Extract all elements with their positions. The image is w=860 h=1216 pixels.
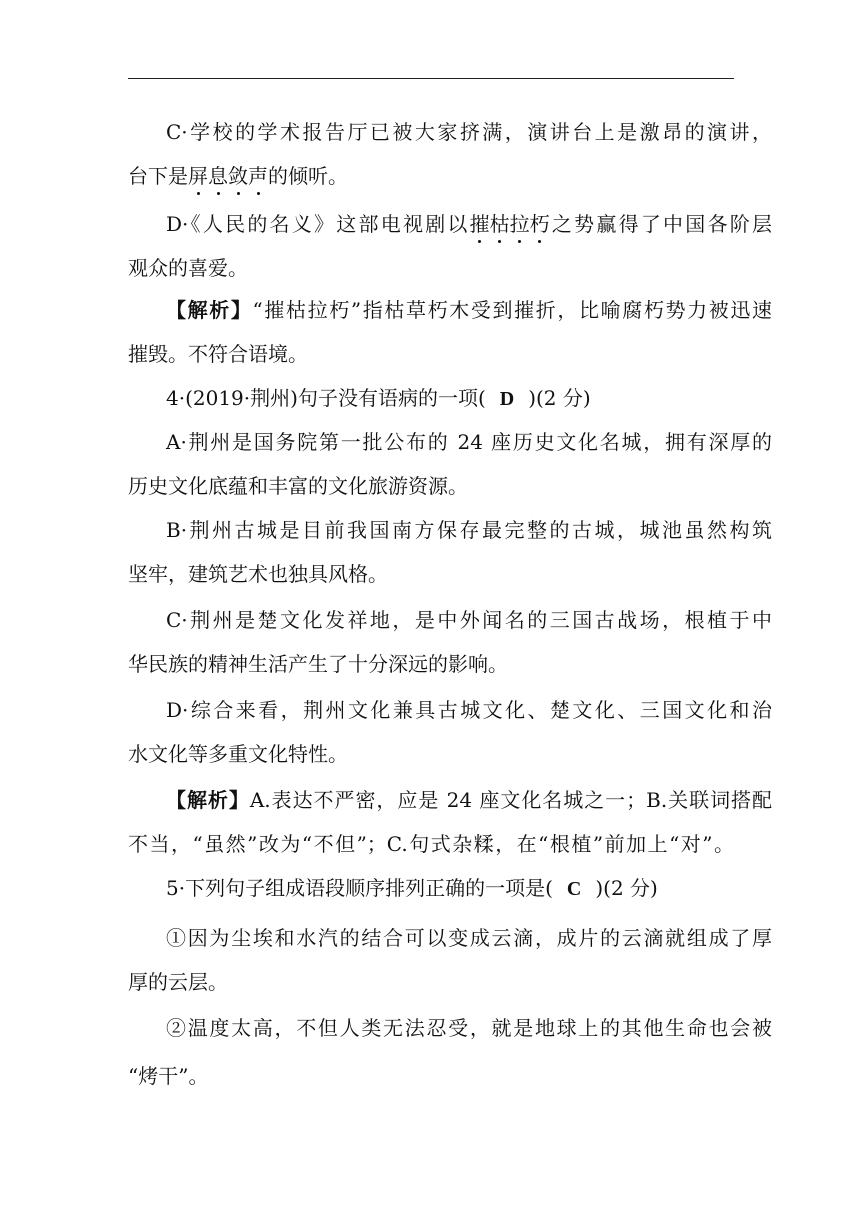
q4-option-d-line-2: 水文化等多重文化特性。 xyxy=(128,742,348,766)
analysis-4-line-2: 不当，“虽然”改为“不但”；C.句式杂糅，在“根植”前加上“对”。 xyxy=(128,832,734,856)
analysis-3-line-2: 摧毁。不符合语境。 xyxy=(128,342,308,366)
q4-option-c-line-1: C·荆州是楚文化发祥地，是中外闻名的三国古战场，根植于中 xyxy=(166,608,772,632)
analysis-label: 【解析】 xyxy=(166,788,250,812)
dotted-char: 朽 xyxy=(529,212,550,236)
text-span: )(2 分) xyxy=(595,876,658,900)
analysis-3-line-1 xyxy=(128,296,772,324)
text-span: “摧枯拉朽”指枯草朽木受到摧折，比喻腐朽势力被迅速 xyxy=(252,298,773,322)
dotted-char: 屏 xyxy=(188,164,208,188)
answer-letter: C xyxy=(566,878,582,900)
option-c-line-2 xyxy=(128,162,348,190)
q4-option-b-line-1: B·荆州古城是目前我国南方保存最完整的古城，城池虽然构筑 xyxy=(166,518,772,542)
text-span: )(2 分) xyxy=(528,386,591,410)
q4-option-a-line-1: A·荆州是国务院第一批公布的 24 座历史文化名城，拥有深厚的 xyxy=(166,430,772,454)
analysis-label: 【解析】 xyxy=(166,298,253,322)
dotted-char: 息 xyxy=(208,164,228,188)
dotted-char: 敛 xyxy=(228,164,248,188)
option-c-line-1: C·学校的学术报告厅已被大家挤满，演讲台上是激昂的演讲， xyxy=(166,120,772,144)
analysis-4-line-1 xyxy=(128,786,772,814)
q5-item-1-line-1: ①因为尘埃和水汽的结合可以变成云滴，成片的云滴就组成了厚 xyxy=(166,926,772,950)
answer-letter: D xyxy=(499,388,515,410)
q5-item-1-line-2: 厚的云层。 xyxy=(128,970,228,994)
dotted-char: 摧 xyxy=(469,212,490,236)
text-span: A.表达不严密，应是 24 座文化名城之一；B.关联词搭配 xyxy=(249,788,773,812)
dotted-char: 拉 xyxy=(509,212,530,236)
q4-option-b-line-2: 坚牢，建筑艺术也独具风格。 xyxy=(128,562,388,586)
q4-option-a-line-2: 历史文化底蕴和丰富的文化旅游资源。 xyxy=(128,474,468,498)
option-d-line-1 xyxy=(128,210,772,238)
dotted-char: 枯 xyxy=(489,212,510,236)
text-span: 之势赢得了中国各阶层 xyxy=(549,212,772,236)
q5-item-2-line-1: ②温度太高，不但人类无法忍受，就是地球上的其他生命也会被 xyxy=(166,1016,772,1040)
text-span: 台下是 xyxy=(128,164,188,188)
dotted-char: 声 xyxy=(248,164,268,188)
text-span: 的倾听。 xyxy=(268,164,348,188)
text-span: 4·(2019·荆州)句子没有语病的一项( xyxy=(166,386,486,410)
question-5-stem xyxy=(128,874,658,903)
q5-item-2-line-2: “烤干”。 xyxy=(128,1064,209,1088)
option-d-line-2: 观众的喜爱。 xyxy=(128,256,248,280)
header-rule xyxy=(128,78,734,79)
question-4-stem xyxy=(128,384,591,413)
text-span: 5·下列句子组成语段顺序排列正确的一项是( xyxy=(166,876,553,900)
q4-option-d-line-1: D·综合来看，荆州文化兼具古城文化、楚文化、三国文化和治 xyxy=(166,698,772,722)
text-span: D·《人民的名义》这部电视剧以 xyxy=(166,212,470,236)
q4-option-c-line-2: 华民族的精神生活产生了十分深远的影响。 xyxy=(128,652,508,676)
